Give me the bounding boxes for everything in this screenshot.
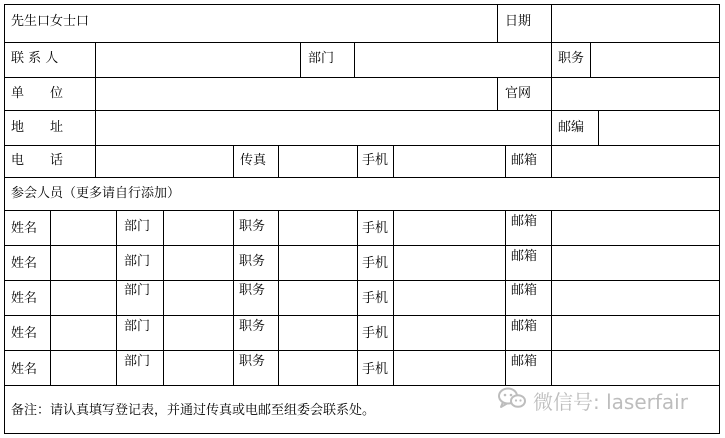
mobile-field[interactable] [394, 316, 505, 350]
name-label: 姓名 [11, 326, 38, 341]
email-field[interactable] [552, 316, 719, 350]
phone-label: 电 话 [11, 153, 64, 168]
mobile-label: 手机 [362, 362, 389, 377]
cell-divider [551, 110, 552, 145]
email-label: 邮箱 [511, 214, 538, 229]
cell-divider [233, 145, 234, 177]
department-label: 部门 [124, 354, 151, 369]
department-label: 部门 [124, 283, 151, 298]
position-field[interactable] [591, 43, 719, 77]
department-field[interactable] [355, 43, 551, 77]
contact-person-label: 联 系 人 [11, 51, 59, 66]
cell-divider [497, 77, 498, 110]
note-text: 备注：请认真填写登记表，并通过传真或电邮至组委会联系处。 [11, 403, 376, 418]
date-field[interactable] [552, 5, 719, 42]
name-field[interactable] [51, 316, 116, 350]
wechat-icon [497, 386, 533, 415]
department-label: 部门 [124, 319, 151, 334]
salutation-label: 先生口女士口 [11, 14, 90, 29]
position-field[interactable] [279, 211, 357, 245]
postcode-field[interactable] [599, 111, 719, 145]
name-label: 姓名 [11, 362, 38, 377]
email-label: 邮箱 [511, 283, 538, 298]
fax-label: 传真 [240, 153, 267, 168]
department-label: 部门 [308, 51, 335, 66]
name-field[interactable] [51, 246, 116, 280]
name-field[interactable] [51, 351, 116, 385]
mobile-label: 手机 [362, 326, 389, 341]
cell-divider [233, 210, 234, 385]
department-field[interactable] [164, 281, 233, 315]
table-border-left [4, 4, 5, 434]
fax-field[interactable] [279, 146, 357, 177]
name-field[interactable] [51, 281, 116, 315]
position-label: 职务 [239, 354, 266, 369]
company-field[interactable] [96, 78, 497, 110]
position-label: 职务 [239, 254, 266, 269]
table-border-bottom [4, 433, 720, 434]
email-field[interactable] [552, 246, 719, 280]
department-label: 部门 [124, 254, 151, 269]
department-field[interactable] [164, 351, 233, 385]
position-field[interactable] [279, 246, 357, 280]
name-label: 姓名 [11, 291, 38, 306]
watermark-text: 微信号: laserfair [533, 389, 688, 414]
table-border-right [719, 4, 720, 434]
address-field[interactable] [96, 111, 551, 145]
address-label: 地 址 [11, 120, 64, 135]
mobile-field[interactable] [394, 246, 505, 280]
mobile-label: 手机 [362, 153, 389, 168]
website-field[interactable] [552, 78, 719, 110]
name-label: 姓名 [11, 256, 38, 271]
cell-divider [497, 4, 498, 42]
cell-divider [505, 210, 506, 385]
email-field[interactable] [552, 146, 719, 177]
mobile-label: 手机 [362, 291, 389, 306]
position-field[interactable] [279, 281, 357, 315]
email-label: 邮箱 [511, 249, 538, 264]
email-label: 邮箱 [511, 354, 538, 369]
cell-divider [505, 145, 506, 177]
position-label: 职务 [239, 283, 266, 298]
department-field[interactable] [164, 246, 233, 280]
row-divider [4, 177, 720, 178]
mobile-field[interactable] [394, 146, 505, 177]
email-field[interactable] [552, 211, 719, 245]
cell-divider [357, 145, 358, 177]
department-field[interactable] [164, 316, 233, 350]
name-field[interactable] [51, 211, 116, 245]
website-label: 官网 [505, 86, 532, 101]
department-field[interactable] [164, 211, 233, 245]
department-label: 部门 [124, 219, 151, 234]
position-label: 职务 [239, 319, 266, 334]
date-label: 日期 [505, 14, 532, 29]
position-label: 职务 [239, 219, 266, 234]
email-label: 邮箱 [511, 153, 538, 168]
mobile-label: 手机 [362, 221, 389, 236]
email-field[interactable] [552, 281, 719, 315]
position-field[interactable] [279, 316, 357, 350]
mobile-label: 手机 [362, 256, 389, 271]
contact-person-field[interactable] [96, 43, 300, 77]
mobile-field[interactable] [394, 351, 505, 385]
mobile-field[interactable] [394, 211, 505, 245]
email-field[interactable] [552, 351, 719, 385]
cell-divider [300, 42, 301, 77]
position-field[interactable] [279, 351, 357, 385]
mobile-field[interactable] [394, 281, 505, 315]
email-label: 邮箱 [511, 319, 538, 334]
wechat-watermark [497, 385, 688, 415]
name-label: 姓名 [11, 221, 38, 236]
cell-divider [357, 210, 358, 385]
cell-divider [551, 42, 552, 77]
company-label: 单 位 [11, 86, 64, 101]
participants-section-label: 参会人员（更多请自行添加） [11, 186, 181, 201]
phone-field[interactable] [96, 146, 233, 177]
position-label: 职务 [558, 51, 585, 66]
cell-divider [116, 210, 117, 385]
postcode-label: 邮编 [558, 120, 585, 135]
